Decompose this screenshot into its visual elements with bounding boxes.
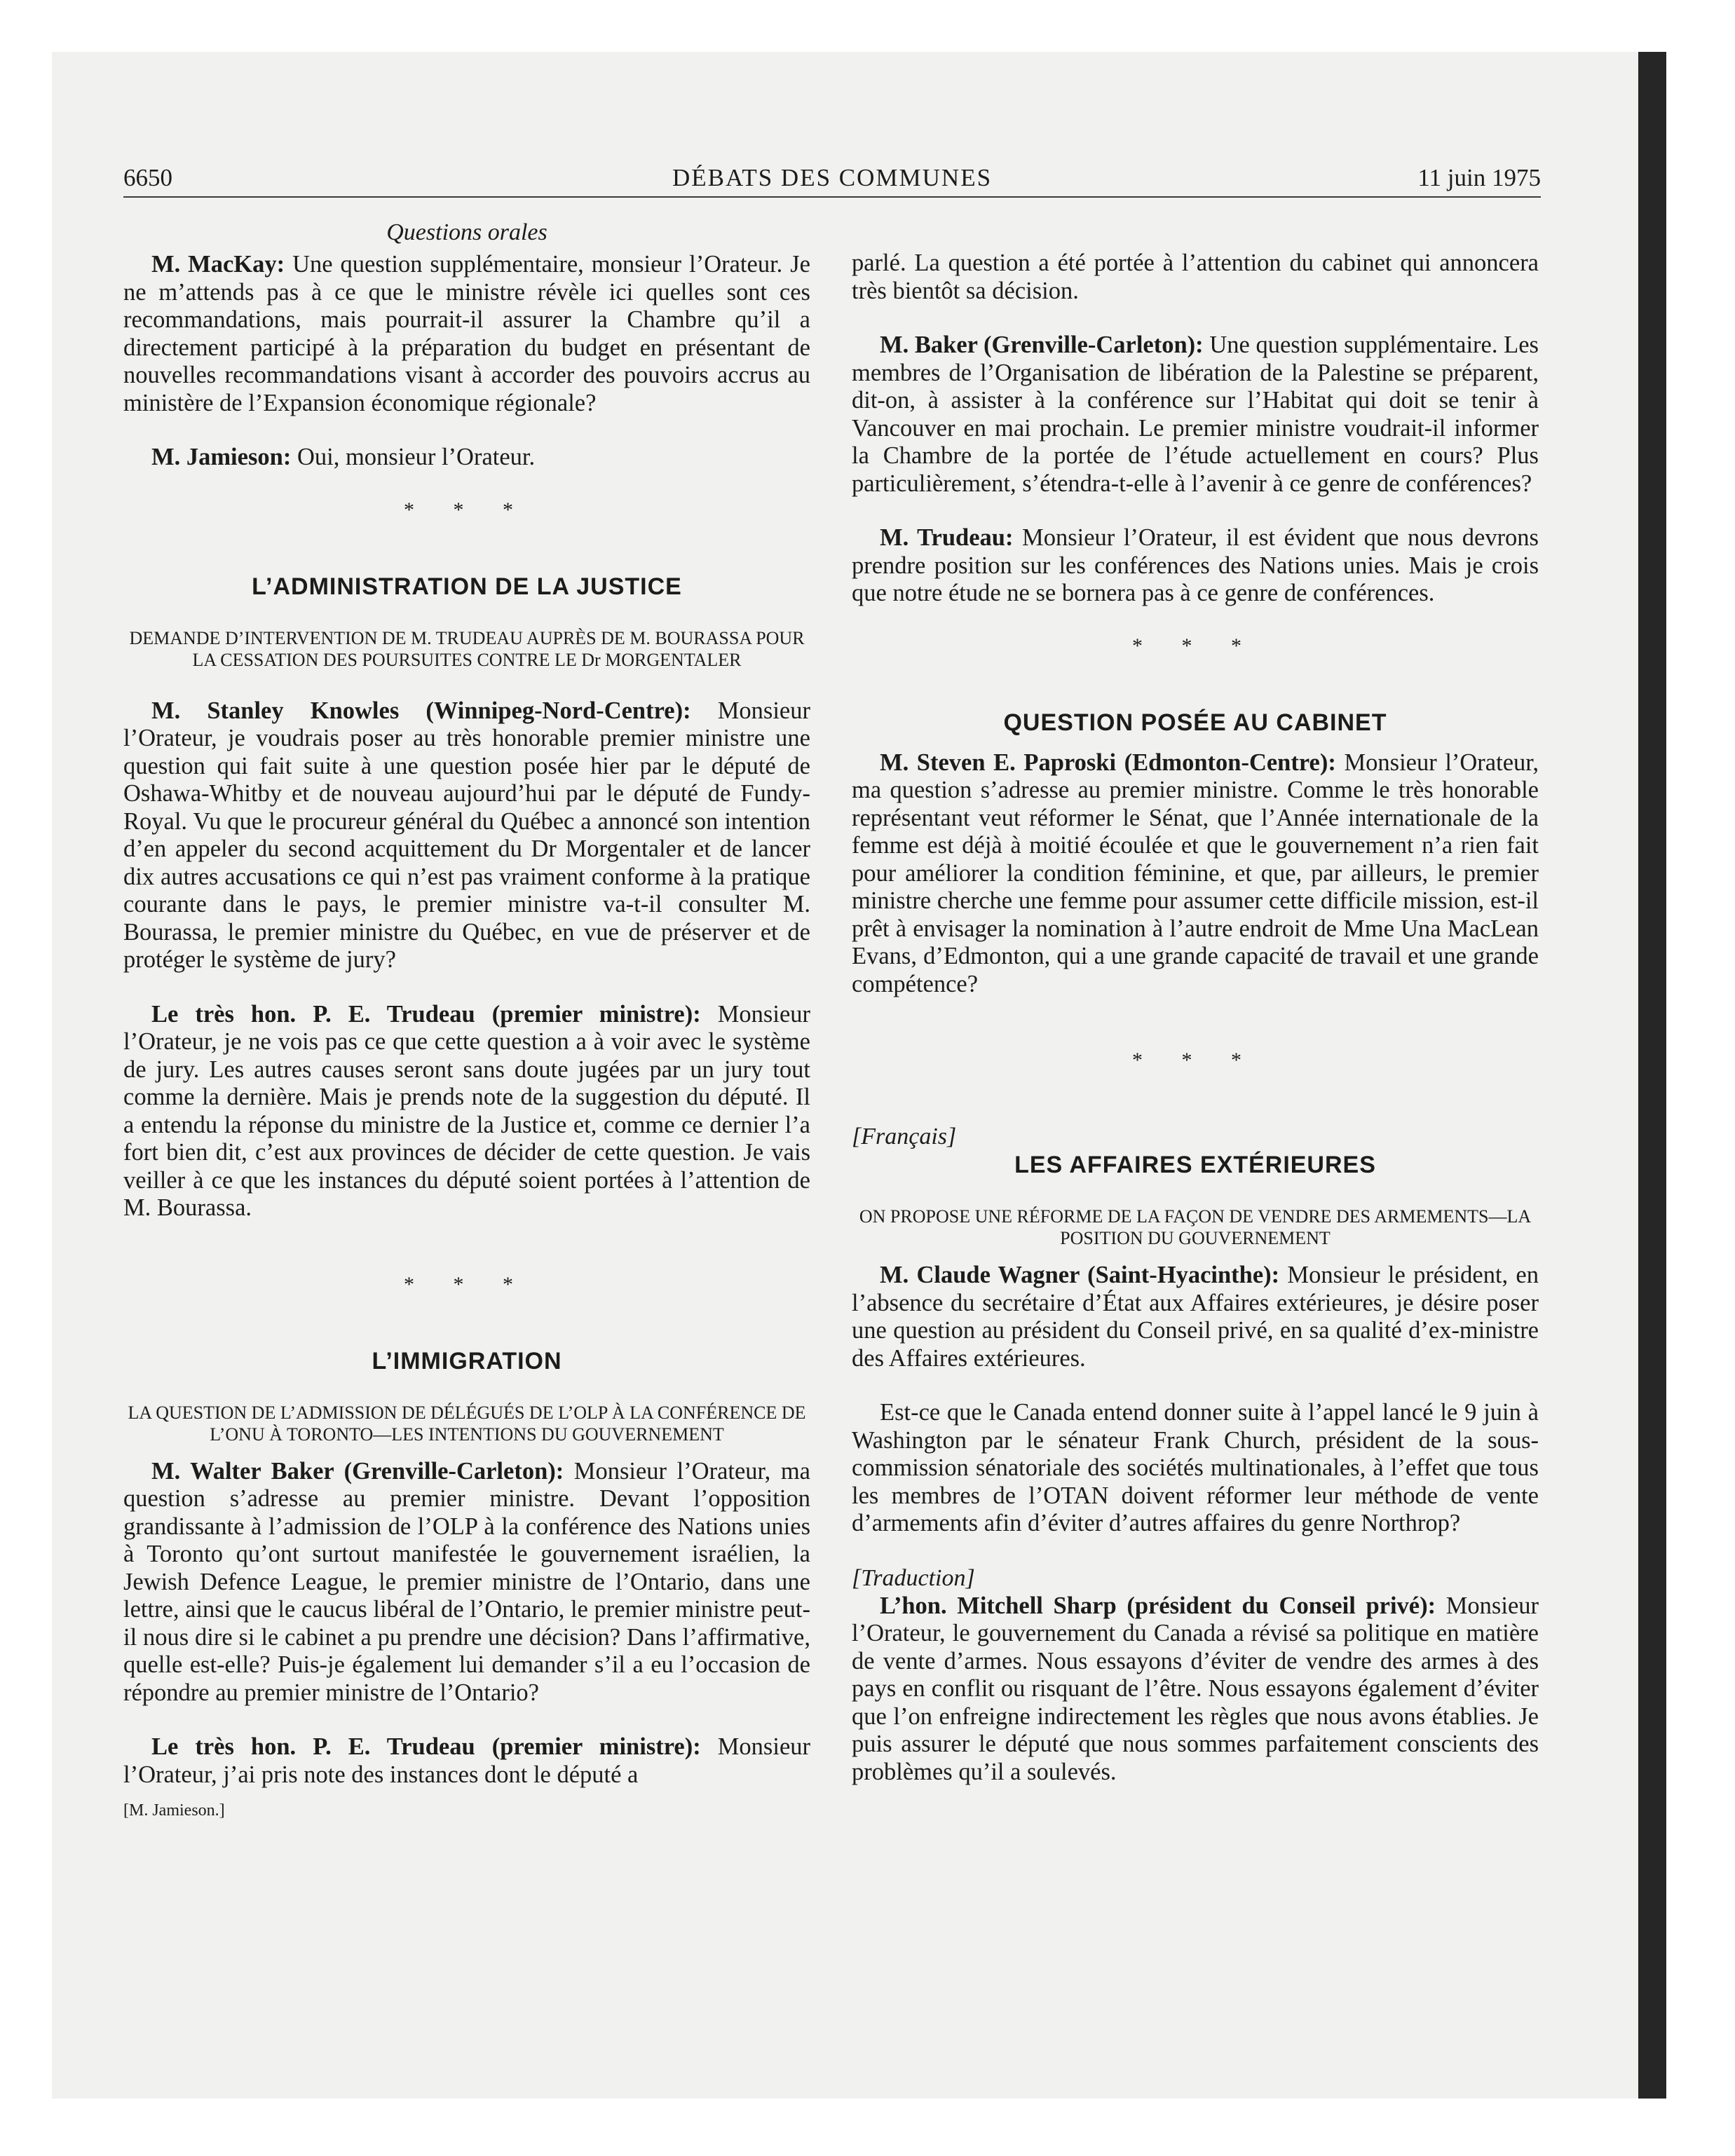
- section-subheading: DEMANDE D’INTERVENTION DE M. TRUDEAU AUPRÈS DE M. BOURASSA POUR LA CESSATION DES POURSUITES CONTRE LE Dr MORGENTALER: [129, 627, 805, 670]
- paragraph-wagner-2: Est-ce que le Canada entend donner suite à l’appel lancé le 9 juin à Washington par le sénateur Frank Church, président de la sous-commission sénatoriale des sociétés multinationales, à l’effet que tous les membres de l’OTAN doivent réformer leur méthode de vente d’armements afin d’éviter d’autres affaires du genre Northrop?: [852, 1399, 1539, 1536]
- paragraph-paproski: [852, 749, 1539, 999]
- speaker-name: M. MacKay:: [151, 251, 285, 278]
- section-heading: QUESTION POSÉE AU CABINET: [1003, 709, 1387, 736]
- speaker-name: Le très hon. P. E. Trudeau (premier ministre):: [151, 1733, 701, 1760]
- paragraph-trudeau-2: [123, 1733, 810, 1789]
- speech-text: Monsieur l’Orateur, le gouvernement du Canada a révisé sa politique en matière de vente d’armes. Nous essayons d’éviter de vendre des armes à des pays en conflit ou risquant de l’être. Nous essayons également d’éviter que l’on enfreigne indirectement les règles que nous avons établies. Je puis assurer le député que nous sommes parfaitement conscients des problèmes qu’il a soulevés.: [852, 1592, 1539, 1785]
- left-column: [123, 219, 810, 1820]
- speaker-name: M. Steven E. Paproski (Edmonton-Centre):: [880, 749, 1336, 776]
- paragraph-knowles: [123, 697, 810, 974]
- speech-text: Monsieur l’Orateur, il est évident que nous devrons prendre position sur les conférences des Nations unies. Mais je crois que notre étude ne se bornera pas à ce genre de conférences.: [852, 524, 1539, 606]
- paragraph-jamieson: [123, 444, 810, 472]
- section-separator: * * *: [1132, 1049, 1258, 1072]
- right-column: [852, 219, 1539, 1786]
- speech-text: Monsieur l’Orateur, j’ai pris note des instances dont le député a: [123, 1733, 810, 1788]
- footer-note: [M. Jamieson.]: [123, 1801, 225, 1820]
- speaker-name: M. Stanley Knowles (Winnipeg-Nord-Centre):: [151, 697, 691, 724]
- language-tag: [Traduction]: [852, 1564, 975, 1591]
- paragraph-wagner: [852, 1262, 1539, 1372]
- speech-text: Monsieur l’Orateur, je ne vois pas ce que cette question a à voir avec le système de jury. Les autres causes seront sans doute jugées par un jury tout comme la dernière. Mais je prends note de la suggestion du député. Il a entendu la réponse du ministre de la Justice et, comme ce dernier l’a fort bien dit, c’est aux provinces de décider de cette question. Je vais veiller à ce que les instances du député soient portées à l’attention de M. Bourassa.: [123, 1000, 810, 1221]
- speech-text: Une question supplémentaire, monsieur l’Orateur. Je ne m’attends pas à ce que le ministre révèle ici quelles sont ces recommandations, mais pourrait-il assurer la Chambre qu’il a directement participé à la préparation du budget en présentant de nouvelles recommandations visant à accorder des pouvoirs accrus au ministère de l’Expansion économique régionale?: [123, 251, 810, 416]
- journal-title: DÉBATS DES COMMUNES: [672, 164, 993, 191]
- paragraph-baker-2: [852, 332, 1539, 498]
- section-heading: L’IMMIGRATION: [372, 1347, 562, 1374]
- section-separator: * * *: [404, 498, 530, 521]
- paragraph-baker-1: [123, 1458, 810, 1707]
- speech-text: Monsieur l’Orateur, je voudrais poser au très honorable premier ministre une question qui fait suite à une question posée hier par le député de Oshawa-Whitby et de nouveau aujourd’hui par le député de Fundy-Royal. Vu que le procureur général du Québec a annoncé son intention d’en appeler du second acquittement du Dr Morgentaler et de lancer dix autres accusations ce qui n’est pas vraiment conforme à la pratique courante dans le pays, le premier ministre va-t-il consulter M. Bourassa, le premier ministre du Québec, en vue de préserver et de protéger le système de jury?: [123, 697, 810, 973]
- page-number: 6650: [123, 164, 172, 191]
- speech-text: Monsieur l’Orateur, ma question s’adresse au premier ministre. Devant l’opposition grandissante à l’admission de l’OLP à la conférence des Nations unies à Toronto qu’ont surtout manifestée le gouvernement israélien, la Jewish Defence League, le premier ministre de l’Ontario, dans une lettre, ainsi que le caucus libéral de l’Ontario, le premier ministre peut-il nous dire si le cabinet a pu prendre une décision? Dans l’affirmative, quelle est-elle? Puis-je également lui demander s’il a eu l’occasion de répondre au premier ministre de l’Ontario?: [123, 1457, 810, 1706]
- section-label: Questions orales: [386, 219, 547, 245]
- paragraph-trudeau-1: [123, 1001, 810, 1222]
- header-rule: [123, 196, 1541, 198]
- speech-text: Monsieur l’Orateur, ma question s’adresse au premier ministre. Comme le très honorable représentant veut réformer le Sénat, que l’Année internationale de la femme est déjà à moitié écoulée et que le gouvernement n’a rien fait pour améliorer la condition féminine, et que, par ailleurs, le premier ministre cherche une femme pour assumer cette difficile mission, est-il prêt à envisager la nomination à l’autre endroit de Mme Una MacLean Evans, d’Edmonton, qui a une grande capacité de travail et une grande compétence?: [852, 749, 1539, 997]
- section-heading: LES AFFAIRES EXTÉRIEURES: [1014, 1152, 1376, 1178]
- scan-edge-bar: [1638, 52, 1666, 2099]
- section-subheading: LA QUESTION DE L’ADMISSION DE DÉLÉGUÉS DE L’OLP À LA CONFÉRENCE DE L’ONU À TORONTO—LES INTENTIONS DU GOUVERNEMENT: [128, 1402, 806, 1445]
- speaker-name: M. Walter Baker (Grenville-Carleton):: [151, 1457, 564, 1485]
- speech-text: Oui, monsieur l’Orateur.: [291, 444, 536, 470]
- speaker-name: M. Claude Wagner (Saint-Hyacinthe):: [880, 1262, 1280, 1288]
- section-heading: L’ADMINISTRATION DE LA JUSTICE: [252, 573, 682, 600]
- speaker-name: M. Jamieson:: [151, 444, 292, 470]
- speaker-name: M. Baker (Grenville-Carleton):: [880, 332, 1204, 358]
- language-tag: [Français]: [852, 1124, 957, 1149]
- speaker-name: L’hon. Mitchell Sharp (président du Conseil privé):: [880, 1592, 1436, 1619]
- section-separator: * * *: [404, 1272, 530, 1296]
- paragraph-sharp: [852, 1592, 1539, 1787]
- section-separator: * * *: [1132, 634, 1258, 657]
- paragraph-continuation: parlé. La question a été portée à l’attention du cabinet qui annoncera très bientôt sa décision.: [852, 250, 1539, 304]
- speaker-name: M. Trudeau:: [880, 524, 1014, 551]
- section-subheading: ON PROPOSE UNE RÉFORME DE LA FAÇON DE VENDRE DES ARMEMENTS—LA POSITION DU GOUVERNEMENT: [859, 1206, 1532, 1248]
- page-date: 11 juin 1975: [1417, 164, 1541, 191]
- speech-text: Monsieur le président, en l’absence du secrétaire d’État aux Affaires extérieures, je désire poser une question au président du Conseil privé, en sa qualité d’ex-ministre des Affaires extérieures.: [852, 1262, 1539, 1372]
- page-header: [123, 164, 1541, 192]
- speech-text: Une question supplémentaire. Les membres de l’Organisation de libération de la Palestine se préparent, dit-on, à assister à la conférence sur l’Habitat qui doit se tenir à Vancouver en mai prochain. Le premier ministre voudrait-il informer la Chambre de la portée de l’étude actuellement en cours? Plus particulièrement, s’étendra-t-elle à l’avenir à ce genre de conférences?: [852, 332, 1539, 497]
- paragraph-mackay: [123, 251, 810, 417]
- speaker-name: Le très hon. P. E. Trudeau (premier ministre):: [151, 1000, 701, 1028]
- paragraph-trudeau-3: [852, 524, 1539, 608]
